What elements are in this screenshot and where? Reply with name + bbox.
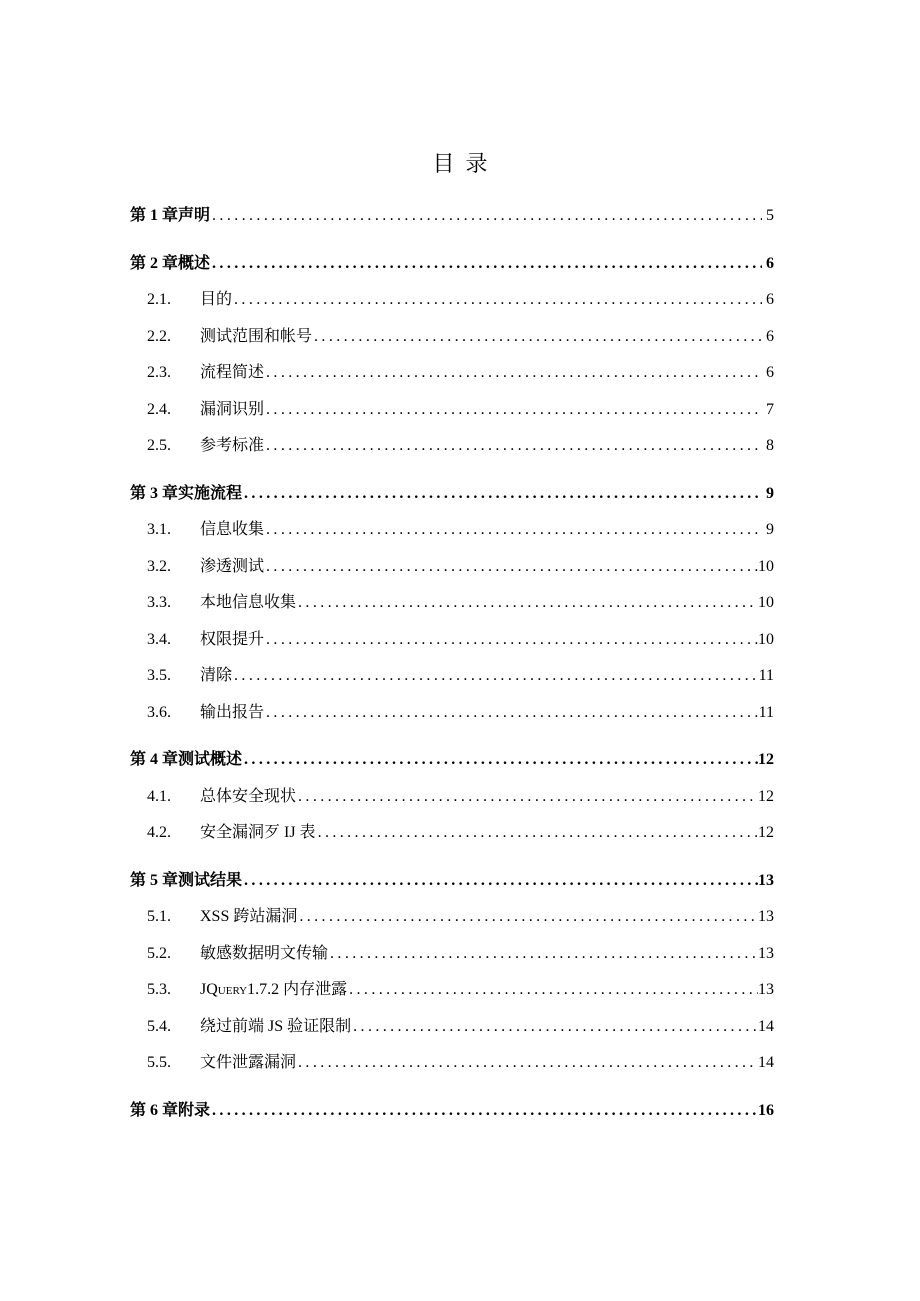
entry-page: 12 [758,824,774,841]
entry-title: 信息收集 [200,521,265,538]
entry-number: 2.2. [147,327,171,345]
dot-leader [264,355,762,392]
toc-entry[interactable] [130,622,774,659]
entry-page: 9 [766,521,774,538]
entry-number: 4.1. [147,787,171,805]
entry-page: 13 [758,944,774,962]
toc-entry[interactable] [130,936,774,973]
toc-entry[interactable] [130,355,774,392]
toc-entry[interactable] [130,319,774,356]
toc-entry[interactable] [130,476,774,513]
entry-title: 实施流程 [178,484,243,502]
entry-page: 13 [758,908,774,925]
toc-entry[interactable] [130,246,774,283]
toc-entry[interactable] [130,742,774,779]
entry-page: 6 [766,364,774,381]
entry-number: 第 4 章 [130,751,179,768]
entry-title: 总体安全现状 [200,787,297,805]
toc-entry[interactable] [130,972,774,1009]
entry-page: 12 [758,751,774,768]
entry-title: 输出报告 [200,703,265,721]
entry-title: 清除 [200,667,233,684]
table-of-contents [0,198,920,1129]
dot-leader [296,1045,758,1082]
toc-entry[interactable] [130,549,774,586]
toc-entry[interactable] [130,585,774,622]
dot-leader [312,319,762,356]
entry-page: 6 [766,291,774,308]
entry-title: 测试范围和帐号 [200,327,313,345]
toc-entry[interactable] [130,1009,774,1046]
entry-page: 10 [758,557,774,575]
entry-number: 2.3. [147,364,171,381]
toc-entry[interactable] [130,392,774,429]
entry-number: 5.4. [147,1017,171,1035]
entry-number: 2.1. [147,291,171,308]
dot-leader [316,815,758,852]
dot-leader [264,512,762,549]
entry-page: 6 [766,327,774,345]
entry-title: 文件泄露漏洞 [200,1054,297,1071]
entry-page: 16 [758,1101,774,1119]
toc-entry[interactable] [130,512,774,549]
document-title: 目录 [432,151,499,176]
dot-leader [351,1009,758,1046]
entry-number: 2.5. [147,437,171,454]
dot-leader [210,1093,758,1130]
entry-number: 第 6 章 [130,1101,179,1119]
toc-entry[interactable] [130,428,774,465]
entry-title: 测试概述 [178,751,243,768]
entry-page: 13 [758,871,774,889]
entry-number: 3.2. [147,557,171,575]
dot-leader [264,549,758,586]
dot-leader [296,585,758,622]
dot-leader [264,428,762,465]
entry-title: 漏洞识别 [200,400,265,418]
entry-page: 14 [758,1017,774,1035]
dot-leader [210,198,762,235]
entry-title: 声明 [178,207,211,224]
entry-page: 14 [758,1054,774,1071]
entry-title: 安全漏洞歹 IJ 表 [200,824,316,841]
entry-number: 第 2 章 [130,254,179,272]
entry-number: 第 5 章 [130,871,179,889]
entry-title: 权限提升 [200,630,265,648]
dot-leader [242,742,758,779]
entry-title: 绕过前端 JS 验证限制 [200,1017,352,1035]
entry-page: 12 [758,787,774,805]
entry-number: 第 3 章 [130,484,179,502]
entry-title: 附录 [178,1101,211,1119]
entry-title: 渗透测试 [200,557,265,575]
entry-page: 6 [766,254,774,272]
entry-page: 10 [758,630,774,648]
entry-number: 2.4. [147,400,171,418]
entry-title: 本地信息收集 [200,594,297,611]
dot-leader [232,658,759,695]
entry-title: 敏感数据明文传输 [200,944,329,962]
dot-leader [297,899,758,936]
entry-number: 第 1 章 [130,207,179,224]
toc-entry[interactable] [130,1093,774,1130]
entry-title: 测试结果 [178,871,243,889]
entry-number: 5.2. [147,944,171,962]
dot-leader [328,936,758,973]
entry-page: 8 [766,437,774,454]
dot-leader [347,972,758,1009]
entry-number: 5.1. [147,908,171,925]
entry-number: 3.6. [147,703,171,721]
entry-number: 5.3. [147,981,171,998]
dot-leader [210,246,762,283]
entry-number: 3.3. [147,594,171,611]
toc-entry[interactable] [130,863,774,900]
entry-number: 4.2. [147,824,171,841]
entry-page: 10 [758,594,774,611]
toc-entry[interactable] [130,899,774,936]
toc-entry[interactable] [130,658,774,695]
toc-entry[interactable] [130,282,774,319]
entry-title: XSS 跨站漏洞 [200,908,298,925]
entry-page: 7 [766,400,774,418]
entry-page: 5 [766,207,774,224]
dot-leader [242,476,762,513]
entry-number: 5.5. [147,1054,171,1071]
entry-page: 13 [758,981,774,998]
entry-title: 参考标准 [200,437,265,454]
dot-leader [264,622,758,659]
dot-leader [264,695,759,732]
entry-title: 概述 [178,254,211,272]
dot-leader [232,282,762,319]
entry-title: 流程简述 [200,364,265,381]
dot-leader [264,392,762,429]
toc-entry[interactable] [130,198,774,235]
entry-number: 3.4. [147,630,171,648]
toc-entry[interactable] [130,695,774,732]
entry-number: 3.5. [147,667,171,684]
dot-leader [242,863,758,900]
entry-page: 11 [758,667,774,684]
toc-entry[interactable] [130,1045,774,1082]
entry-title: 目的 [200,291,233,308]
entry-page: 11 [758,703,774,721]
entry-number: 3.1. [147,521,171,538]
entry-page: 9 [766,484,774,502]
toc-entry[interactable] [130,815,774,852]
entry-title: JQuery1.7.2 内存泄露 [200,981,348,998]
toc-entry[interactable] [130,779,774,816]
dot-leader [296,779,758,816]
